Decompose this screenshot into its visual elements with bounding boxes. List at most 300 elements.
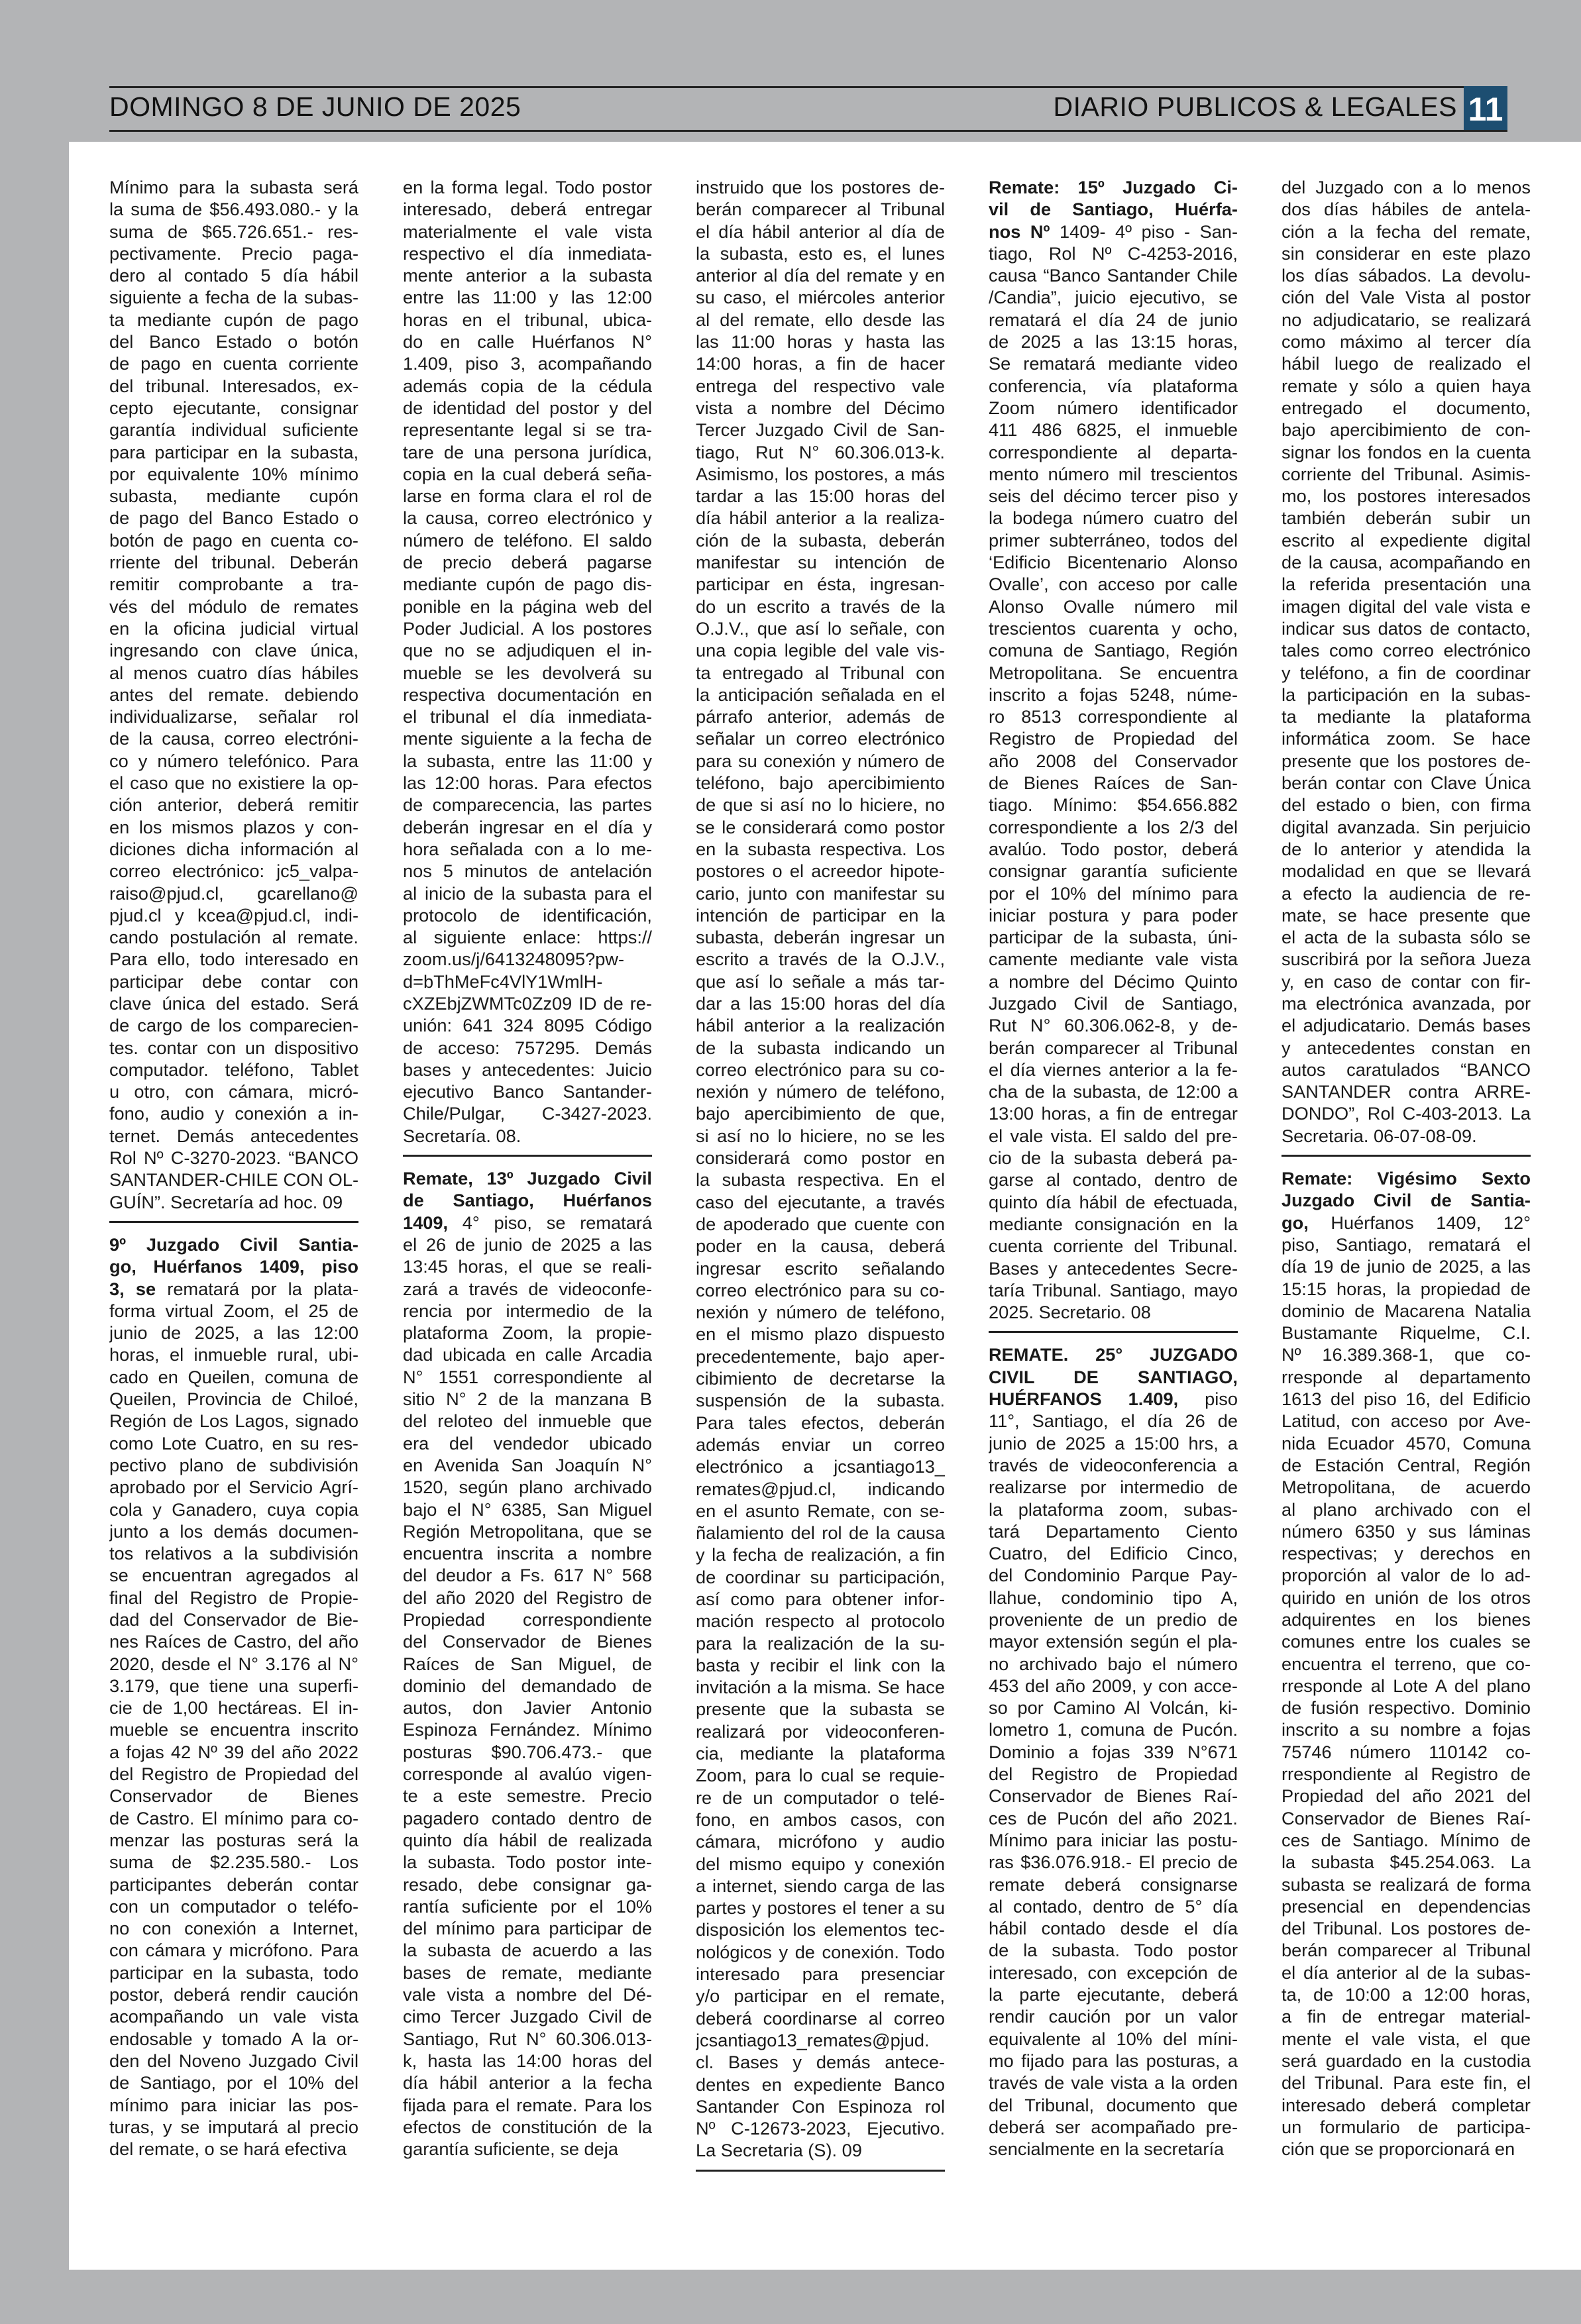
text-line: rrespondiente al Registro de xyxy=(1281,1764,1531,1785)
text-line: cha de la subasta, de 12:00 a xyxy=(989,1081,1238,1102)
text-line: al del remate, ello desde las xyxy=(696,309,945,330)
text-line: 75746 número 110142 co- xyxy=(1281,1741,1531,1762)
text-line: cia, mediante la plataforma xyxy=(696,1743,945,1764)
text-line: DONDO”, Rol C-403-2013. La xyxy=(1281,1103,1531,1124)
text-line: el vale vista. El saldo del pre- xyxy=(989,1125,1238,1146)
text-line: cola y Ganadero, cuya copia xyxy=(109,1499,358,1520)
text-line: Región Metropolitana, que se xyxy=(403,1520,652,1542)
text-line: los días sábados. La devolu- xyxy=(1281,265,1531,286)
text-line: inscrito a fojas 5248, núme- xyxy=(989,684,1238,705)
text-line: 14:00 horas, a fin de hacer xyxy=(696,353,945,374)
text-column-1 xyxy=(109,176,358,2250)
text-line: u otro, con cámara, micró- xyxy=(109,1081,358,1102)
text-line: y teléfono, a fin de coordinar xyxy=(1281,662,1531,683)
text-line: Santiago, Rut N° 60.306.013- xyxy=(403,2028,652,2049)
text-line: quirido en unión de los otros xyxy=(1281,1587,1531,1608)
text-line: re de un computador o telé- xyxy=(696,1787,945,1808)
text-line: endosable y tomado A la or- xyxy=(109,2028,358,2049)
text-line: en la forma legal. Todo postor xyxy=(403,177,652,197)
text-line: 1520, según plano archivado xyxy=(403,1477,652,1498)
text-line: si así no lo hiciere, no se les xyxy=(696,1125,945,1146)
text-line: clave única del estado. Será xyxy=(109,992,358,1014)
text-line: sin considerar en este plazo xyxy=(1281,242,1531,264)
text-line: correspondiente a los 2/3 del xyxy=(989,816,1238,837)
text-line: de coordinar su participación, xyxy=(696,1566,945,1587)
text-line: de la subasta. Todo postor xyxy=(989,1940,1238,1961)
text-line: vil de Santiago, Huérfa- xyxy=(989,199,1238,220)
text-line: de lo anterior y atendida la xyxy=(1281,838,1531,859)
text-line: postor, deberá rendir caución xyxy=(109,1984,358,2005)
text-line: tiago, Rol Nº C-4253-2016, xyxy=(989,242,1238,264)
text-line: Para tales efectos, deberán xyxy=(696,1412,945,1433)
text-line: junio de 2025, a las 12:00 xyxy=(109,1322,358,1344)
text-line: do un escrito a través de la xyxy=(696,596,945,617)
text-line: fono, en ambos casos, con xyxy=(696,1809,945,1830)
text-line: cepto ejecutante, consignar xyxy=(109,397,358,418)
text-line: mo, los postores interesados xyxy=(1281,486,1531,507)
text-line: rresponde al departamento xyxy=(1281,1366,1531,1387)
text-line: berán contar con Clave Única xyxy=(1281,772,1531,794)
text-line: de Estación Central, Región xyxy=(1281,1454,1531,1475)
text-line: suma de $2.235.580.- Los xyxy=(109,1852,358,1873)
text-line: suma de $65.726.651.- res- xyxy=(109,221,358,242)
text-line: con un computador o teléfo- xyxy=(109,1895,358,1917)
text-line: botón de pago en cuenta co- xyxy=(109,529,358,551)
text-line: garantía individual suficiente xyxy=(109,419,358,441)
text-line: una copia legible del vale vis- xyxy=(696,640,945,661)
text-line: la suma de $56.493.080.- y la xyxy=(109,199,358,220)
text-line: berán comparecer al Tribunal xyxy=(696,199,945,220)
text-line: tes. contar con un dispositivo xyxy=(109,1037,358,1058)
page-number-badge: 11 xyxy=(1464,86,1507,132)
text-line: del deudor a Fs. 617 N° 568 xyxy=(403,1565,652,1586)
text-line: primer subterráneo, todos del xyxy=(989,529,1238,551)
text-line: participar debe contar con xyxy=(109,971,358,992)
text-line: cuenta corriente del Tribunal. xyxy=(989,1236,1238,1257)
text-line: además enviar un correo xyxy=(696,1434,945,1455)
text-line: ción del Vale Vista al postor xyxy=(1281,287,1531,308)
text-line: Zoom número identificador xyxy=(989,397,1238,418)
text-line: comuna de Santiago, Región xyxy=(989,640,1238,661)
text-line: te a este semestre. Precio xyxy=(403,1785,652,1807)
text-line: caso del ejecutante, a través xyxy=(696,1191,945,1212)
header-newspaper-name: DIARIO PUBLICOS & LEGALES xyxy=(1053,91,1457,122)
text-line: k, hasta las 14:00 horas del xyxy=(403,2050,652,2071)
text-line: digital avanzada. Sin perjuicio xyxy=(1281,816,1531,837)
text-line: a internet, siendo carga de las xyxy=(696,1875,945,1896)
text-line: SANTANDER-CHILE CON OL- xyxy=(109,1169,358,1190)
text-line: respectivas; y derechos en xyxy=(1281,1543,1531,1564)
text-line: individualizarse, señalar rol xyxy=(109,706,358,727)
text-line: cario, junto con manifestar su xyxy=(696,882,945,904)
text-line: en el mismo plazo dispuesto xyxy=(696,1324,945,1345)
text-line: Mínimo para la subasta será xyxy=(109,177,358,197)
text-line: mueble se encuentra inscrito xyxy=(109,1719,358,1740)
text-line: cimo Tercer Juzgado Civil de xyxy=(403,2006,652,2027)
text-line: interesado para presenciar xyxy=(696,1964,945,1985)
text-line: Chile/Pulgar, C-3427-2023. xyxy=(403,1103,652,1124)
text-line: rresponde al Lote A del plano xyxy=(1281,1675,1531,1696)
text-line: del Tribunal, documento que xyxy=(989,2094,1238,2115)
text-line: partes y postores el tener a su xyxy=(696,1897,945,1919)
text-line: el día hábil anterior al día de xyxy=(696,221,945,242)
text-line: Nº C-12673-2023, Ejecutivo. xyxy=(696,2118,945,2139)
text-line: 9º Juzgado Civil Santia- xyxy=(109,1234,358,1255)
text-line: ejecutivo Banco Santander- xyxy=(403,1081,652,1102)
text-line: interesado, deberá entregar xyxy=(403,199,652,220)
text-line: cando postulación al remate. xyxy=(109,927,358,948)
text-line: ces de Pucón del año 2021. xyxy=(989,1807,1238,1828)
text-line: cibimiento de decretarse la xyxy=(696,1368,945,1389)
text-line: tos relativos a la subdivisión xyxy=(109,1543,358,1564)
text-line: do en calle Huérfanos N° xyxy=(403,331,652,352)
header-top-rule xyxy=(109,86,1507,88)
text-line: al plano archivado con el xyxy=(1281,1499,1531,1520)
text-line: se le considerará como postor xyxy=(696,816,945,837)
text-line: tales como correo electrónico xyxy=(1281,640,1531,661)
text-line: ‘Edificio Bicentenario Alonso xyxy=(989,552,1238,573)
text-line: ingresar escrito señalando xyxy=(696,1257,945,1279)
text-column-2 xyxy=(403,176,652,2250)
text-line: nes Raíces de Castro, del año xyxy=(109,1631,358,1652)
text-line: al inicio de la subasta para el xyxy=(403,882,652,904)
text-line: deberá ser acompañado pre- xyxy=(989,2116,1238,2137)
text-line: turas, y se imputará al precio xyxy=(109,2116,358,2137)
text-line: de que si así no lo hiciere, no xyxy=(696,794,945,816)
text-line: inscrito a su nombre a fojas xyxy=(1281,1719,1531,1740)
text-line: resado, debe consignar ga- xyxy=(403,1874,652,1895)
text-line: el día viernes anterior a la fe- xyxy=(989,1059,1238,1080)
text-line: intención de participar en la xyxy=(696,904,945,925)
text-line: basta y recibir el link con la xyxy=(696,1654,945,1675)
text-line: dominio del demandado de xyxy=(403,1675,652,1696)
text-line: dad ubicada en calle Arcadia xyxy=(403,1344,652,1365)
text-line: ta mediante cupón de pago xyxy=(109,309,358,330)
text-line: el adjudicatario. Demás bases xyxy=(1281,1015,1531,1036)
text-line: equivalente al 10% del míni- xyxy=(989,2028,1238,2049)
text-line: de la causa, correo electróni- xyxy=(109,728,358,749)
text-line: remates@pjud.cl, indicando xyxy=(696,1478,945,1499)
text-line: tiago. Mínimo: $54.656.882 xyxy=(989,794,1238,816)
text-line: participar de la subasta, úni- xyxy=(989,927,1238,948)
text-line: so por Camino Al Volcán, ki- xyxy=(989,1697,1238,1718)
text-line: mediante consignación en la xyxy=(989,1213,1238,1234)
text-line: autos caratulados “BANCO xyxy=(1281,1059,1531,1080)
text-line: subasta, deberán ingresar un xyxy=(696,927,945,948)
text-line: horas en el tribunal, ubica- xyxy=(403,309,652,330)
text-line: del año 2020 del Registro de xyxy=(403,1587,652,1608)
text-line: nexión y número de teléfono, xyxy=(696,1302,945,1323)
text-line: Propiedad correspondiente xyxy=(403,1609,652,1630)
text-line: a nombre del Décimo Quinto xyxy=(989,971,1238,992)
text-line: la parte ejecutante, deberá xyxy=(989,1984,1238,2005)
text-line: el tribunal el día inmediata- xyxy=(403,706,652,727)
text-line: quinto día hábil de realizada xyxy=(403,1829,652,1850)
text-line: mente siguiente a la fecha de xyxy=(403,728,652,749)
text-line: corresponde al avalúo vigen- xyxy=(403,1764,652,1785)
text-line: indicar sus datos de contacto, xyxy=(1281,617,1531,639)
text-line: N° 1551 correspondiente al xyxy=(403,1366,652,1387)
text-line: ción anterior, deberá remitir xyxy=(109,794,358,816)
text-line: consignar garantía suficiente xyxy=(989,861,1238,882)
text-line: del reloteo del inmueble que xyxy=(403,1410,652,1432)
text-line: de cargo de los comparecien- xyxy=(109,1015,358,1036)
text-line: Registro de Propiedad del xyxy=(989,728,1238,749)
text-line: del tribunal. Interesados, ex- xyxy=(109,375,358,396)
text-line: mayor extensión según el pla- xyxy=(989,1631,1238,1652)
text-line: deberán ingresar en el día y xyxy=(403,816,652,837)
text-line: 411 486 6825, el inmueble xyxy=(989,419,1238,441)
text-line: 2020, desde el N° 3.176 al N° xyxy=(109,1653,358,1674)
text-line: las 12:00 horas. Para efectos xyxy=(403,772,652,794)
text-line: mación respecto al protocolo xyxy=(696,1611,945,1632)
text-line: año 2008 del Conservador xyxy=(989,750,1238,771)
text-line: taría Tribunal. Santiago, mayo xyxy=(989,1279,1238,1300)
text-line: GUÍN”. Secretaría ad hoc. 09 xyxy=(109,1191,343,1212)
text-line: modalidad en que se llevará xyxy=(1281,861,1531,882)
text-line: y/o participar en el remate, xyxy=(696,1985,945,2007)
text-line: copia en la cual deberá seña- xyxy=(403,463,652,484)
text-line: mínimo para iniciar las pos- xyxy=(109,2094,358,2115)
text-line: escrito a través de la O.J.V., xyxy=(696,949,945,970)
text-line: cio de la subasta deberá pa- xyxy=(989,1147,1238,1169)
text-line: señalar un correo electrónico xyxy=(696,728,945,749)
text-line: trescientos cuarenta y ocho, xyxy=(989,617,1238,639)
text-line: bajo apercibimiento de que, xyxy=(696,1103,945,1124)
text-line: subasta se realizará de forma xyxy=(1281,1874,1531,1895)
text-line: corriente del Tribunal. Asimis- xyxy=(1281,463,1531,484)
text-line: cado en Queilen, comuna de xyxy=(109,1366,358,1387)
text-line: dominio de Macarena Natalia xyxy=(1281,1300,1531,1321)
text-line: a efecto la audiencia de re- xyxy=(1281,882,1531,904)
text-column-3 xyxy=(696,176,945,2250)
text-line: que no se adjudiquen el in- xyxy=(403,640,652,661)
text-line: para la realización de la su- xyxy=(696,1632,945,1654)
text-line: ces de Santiago. Mínimo de xyxy=(1281,1829,1531,1850)
text-line: del Tribunal. Para este fin, el xyxy=(1281,2072,1531,2093)
text-line: 13:00 horas, a fin de entregar xyxy=(989,1103,1238,1124)
text-line: piso, Santiago, rematará el xyxy=(1281,1234,1531,1255)
text-line: Nº 16.389.368-1, que co- xyxy=(1281,1344,1531,1365)
text-line: dentes en expediente Banco xyxy=(696,2074,945,2095)
text-line: de Castro. El mínimo para co- xyxy=(109,1807,358,1828)
text-line: nológicos y de conexión. Todo xyxy=(696,1941,945,1962)
text-line: antes del remate. debiendo xyxy=(109,684,358,705)
text-line: pagadero contado dentro de xyxy=(403,1807,652,1828)
text-line: dar a las 15:00 horas del día xyxy=(696,992,945,1014)
text-line: la subasta, entre las 11:00 y xyxy=(403,750,652,771)
text-line: Latitud, con acceso por Ave- xyxy=(1281,1410,1531,1432)
text-line: teléfono, bajo apercibimiento xyxy=(696,772,945,794)
text-line: garantía suficiente, se deja xyxy=(403,2139,618,2160)
text-line: lometro 1, comuna de Pucón. xyxy=(989,1719,1238,1740)
text-line: Remate: Vigésimo Sexto xyxy=(1281,1168,1531,1189)
text-line: bases de remate, mediante xyxy=(403,1962,652,1983)
text-line: párrafo anterior, además de xyxy=(696,706,945,727)
text-line: nos 5 minutos de antelación xyxy=(403,861,652,882)
text-line: Se rematará mediante video xyxy=(989,353,1238,374)
text-line: dos días hábiles de antela- xyxy=(1281,199,1531,220)
text-line: pectivamente. Precio paga- xyxy=(109,242,358,264)
text-line: ción a la fecha del remate, xyxy=(1281,221,1531,242)
text-line: Conservador de Bienes xyxy=(109,1785,358,1807)
text-line: través de videoconferencia a xyxy=(989,1454,1238,1475)
text-line: la plataforma zoom, subas- xyxy=(989,1499,1238,1520)
text-line: Zoom, para lo cual se requie- xyxy=(696,1765,945,1786)
text-line: que así lo señale a más tar- xyxy=(696,971,945,992)
text-line: realizarse por intermedio de xyxy=(989,1477,1238,1498)
text-line: berán comparecer al Tribunal xyxy=(1281,1940,1531,1961)
text-line: mente el vale vista, el que xyxy=(1281,2028,1531,2049)
notice-separator xyxy=(109,1221,358,1223)
text-line: al menos cuatro días hábiles xyxy=(109,662,358,683)
text-line: Santander Con Espinoza rol xyxy=(696,2095,945,2117)
text-line: correo electrónico: jc5_valpa- xyxy=(109,861,358,882)
text-line: mo fijado para las posturas, a xyxy=(989,2050,1238,2071)
text-line: presente que los postores de- xyxy=(1281,750,1531,771)
text-line: nexión y número de teléfono, xyxy=(696,1081,945,1102)
notice-separator xyxy=(696,2170,945,2172)
text-line: del Banco Estado o botón xyxy=(109,331,358,352)
text-line: del Condominio Parque Pay- xyxy=(989,1565,1238,1586)
text-line: Bustamante Riquelme, C.I. xyxy=(1281,1322,1531,1344)
text-line: larse en forma clara el rol de xyxy=(403,486,652,507)
text-line: del Registro de Propiedad xyxy=(989,1764,1238,1785)
text-line: aprobado por el Servicio Agrí- xyxy=(109,1477,358,1498)
text-line: electrónico a jcsantiago13_ xyxy=(696,1456,945,1477)
header-date: DOMINGO 8 DE JUNIO DE 2025 xyxy=(109,91,521,122)
text-line: Secretaría. 08. xyxy=(403,1125,521,1146)
text-line: en la oficina judicial virtual xyxy=(109,617,358,639)
text-line: den del Noveno Juzgado Civil xyxy=(109,2050,358,2071)
text-line: de pago en cuenta corriente xyxy=(109,353,358,374)
text-line: cl. Bases y demás antece- xyxy=(696,2052,945,2073)
text-line: participar en ésta, ingresan- xyxy=(696,574,945,595)
text-line: interesado deberá completar xyxy=(1281,2094,1531,2115)
text-line: para participar en la subasta, xyxy=(109,441,358,462)
text-line: CIVIL DE SANTIAGO, xyxy=(989,1366,1238,1387)
text-line: de precio deberá pagarse xyxy=(403,552,652,573)
text-line: conferencia, vía plataforma xyxy=(989,375,1238,396)
text-line: de Santiago, Huérfanos xyxy=(403,1190,652,1211)
text-line: sencialmente en la secretaría xyxy=(989,2139,1225,2160)
text-line: horas, el inmueble rural, ubi- xyxy=(109,1344,358,1365)
text-line: O.J.V., que así lo señale, con xyxy=(696,617,945,639)
text-line: rendir caución por un valor xyxy=(989,2006,1238,2027)
text-line: número 6350 y sus láminas xyxy=(1281,1520,1531,1542)
text-line: Conservador de Bienes Raí- xyxy=(989,1785,1238,1807)
text-line: número de teléfono. El saldo xyxy=(403,529,652,551)
text-line: nos Nº 1409- 4º piso - San- xyxy=(989,221,1238,242)
text-line: Rut N° 60.306.062-8, y de- xyxy=(989,1015,1238,1036)
text-line: Ovalle’, con acceso por calle xyxy=(989,574,1238,595)
text-line: será guardado en la custodia xyxy=(1281,2050,1531,2071)
text-line: Raíces de San Miguel, de xyxy=(403,1653,652,1674)
notice-separator xyxy=(1281,1155,1531,1157)
text-line: del remate, o se hará efectiva xyxy=(109,2139,347,2160)
text-line: plataforma Zoom, la propie- xyxy=(403,1322,652,1344)
text-line: Metropolitana, de acuerdo xyxy=(1281,1477,1531,1498)
text-line: siguiente a fecha de la subas- xyxy=(109,287,358,308)
text-line: Propiedad del año 2021 del xyxy=(1281,1785,1531,1807)
text-line: respectiva documentación en xyxy=(403,684,652,705)
text-line: y, en caso de contar con fir- xyxy=(1281,971,1531,992)
text-line: Conservador de Bienes Raí- xyxy=(1281,1807,1531,1828)
text-line: garse al contado, dentro de xyxy=(989,1169,1238,1190)
text-line: tiago, Rut N° 60.306.013-k. xyxy=(696,441,945,462)
text-line: ción que se proporcionará en xyxy=(1281,2139,1515,2160)
text-line: ponible en la página web del xyxy=(403,596,652,617)
text-line: de apoderado que cuente con xyxy=(696,1213,945,1234)
text-line: Asimismo, los postores, a más xyxy=(696,463,945,484)
text-line: comunes entre los cuales se xyxy=(1281,1631,1531,1652)
text-line: signar los fondos en la cuenta xyxy=(1281,441,1531,462)
text-line: de Santiago, por el 10% del xyxy=(109,2072,358,2093)
text-line: subasta, mediante cupón xyxy=(109,486,358,507)
text-line: la subasta. Todo postor inte- xyxy=(403,1852,652,1873)
text-line: acompañando un vale vista xyxy=(109,2006,358,2027)
text-line: en los mismos plazos y con- xyxy=(109,816,358,837)
text-line: pjud.cl y kcea@pjud.cl, indi- xyxy=(109,904,358,925)
text-line: respectivo el día inmediata- xyxy=(403,242,652,264)
text-line: 453 del año 2009, y con acce- xyxy=(989,1675,1238,1696)
text-line: go, Huérfanos 1409, 12° xyxy=(1281,1212,1531,1233)
text-line: diciones dicha información al xyxy=(109,838,358,859)
text-line: HUÉRFANOS 1.409, piso xyxy=(989,1389,1238,1410)
text-line: Rol Nº C-3270-2023. “BANCO xyxy=(109,1147,358,1169)
text-line: fono, audio y conexión a in- xyxy=(109,1103,358,1124)
text-line: hábil anterior a la realización xyxy=(696,1015,945,1036)
text-line: participar en la subasta, todo xyxy=(109,1962,358,1983)
text-line: 11°, Santiago, el día 26 de xyxy=(989,1410,1238,1432)
text-line: la causa, correo electrónico y xyxy=(403,507,652,529)
text-line: bajo el N° 6385, San Miguel xyxy=(403,1499,652,1520)
text-line: través de vale vista a la orden xyxy=(989,2072,1238,2093)
text-line: presencial en dependencias xyxy=(1281,1895,1531,1917)
text-line: rriente del tribunal. Deberán xyxy=(109,552,358,573)
text-line: instruido que los postores de- xyxy=(696,177,945,197)
text-line: 3, se rematará por la plata- xyxy=(109,1278,358,1299)
text-line: Dominio a fojas 339 N°671 xyxy=(989,1741,1238,1762)
text-line: mueble se les devolverá su xyxy=(403,662,652,683)
text-line: Juzgado Civil de Santia- xyxy=(1281,1190,1531,1211)
text-line: ingresando con clave única, xyxy=(109,640,358,661)
text-line: la subasta $45.254.063. La xyxy=(1281,1852,1531,1873)
text-line: 13:45 horas, el que se reali- xyxy=(403,1256,652,1277)
text-line: cXZEbjZWMTc0Zz09 ID de re- xyxy=(403,992,652,1014)
text-line: al contado, dentro de 5° día xyxy=(989,1895,1238,1917)
text-line: por el 10% del mínimo para xyxy=(989,882,1238,904)
text-line: no con conexión a Internet, xyxy=(109,1918,358,1939)
text-line: por equivalente 10% mínimo xyxy=(109,463,358,484)
text-line: entre las 11:00 y las 12:00 xyxy=(403,287,652,308)
text-line: ta mediante la plataforma xyxy=(1281,706,1531,727)
text-line: la subasta respectiva. En el xyxy=(696,1169,945,1190)
text-line: imagen digital del vale vista e xyxy=(1281,596,1531,617)
text-line: como máximo al tercer día xyxy=(1281,331,1531,352)
text-line: en la subasta respectiva. Los xyxy=(696,838,945,859)
text-line: La Secretaria (S). 09 xyxy=(696,2140,862,2161)
text-line: manifestar su intención de xyxy=(696,552,945,573)
text-line: suscribirá por la señora Jueza xyxy=(1281,949,1531,970)
text-line: su caso, el miércoles anterior xyxy=(696,287,945,308)
text-line: invitación a la misma. Se hace xyxy=(696,1677,945,1698)
text-line: Alonso Ovalle número mil xyxy=(989,596,1238,617)
text-line: escrito al expediente digital xyxy=(1281,529,1531,551)
text-line: día 19 de junio de 2025, a las xyxy=(1281,1256,1531,1277)
text-line: efectos de constitución de la xyxy=(403,2116,652,2137)
text-line: bases y antecedentes: Juicio xyxy=(403,1059,652,1080)
